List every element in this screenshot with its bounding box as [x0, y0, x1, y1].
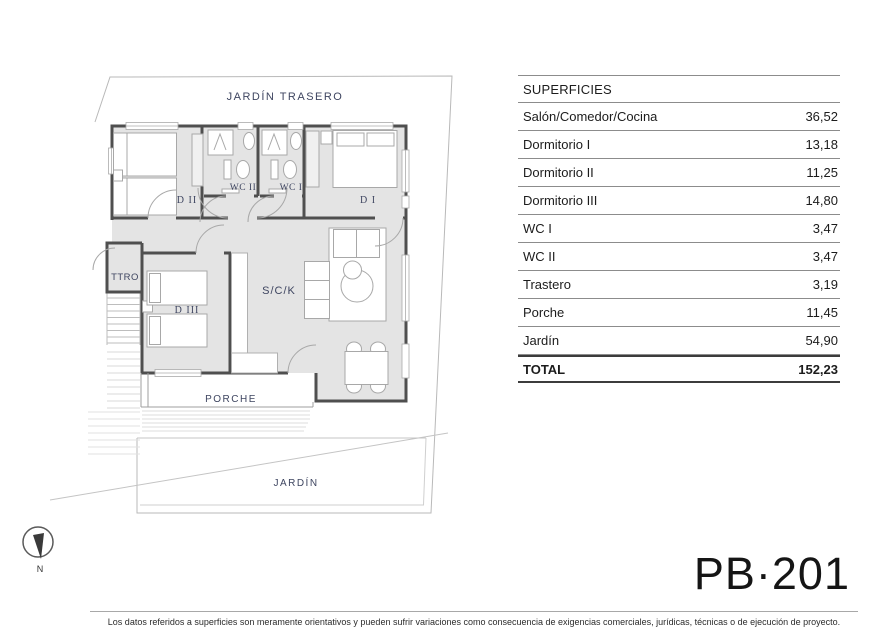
table-row: [518, 131, 840, 159]
compass-n-label: N: [36, 564, 44, 574]
table-row-label: Trastero: [523, 277, 571, 292]
table-row: [518, 159, 840, 187]
table-row-label: WC I: [523, 221, 552, 236]
table-row-value: 14,80: [805, 193, 838, 208]
table-row-value: 13,18: [805, 137, 838, 152]
table-row: [518, 215, 840, 243]
table-row-label: Salón/Comedor/Cocina: [523, 109, 658, 124]
table-row: [518, 327, 840, 355]
table-row-value: 11,25: [806, 165, 838, 180]
stairs-left: [107, 292, 140, 408]
table-row-label: Dormitorio II: [523, 165, 594, 180]
table-row-value: 3,19: [812, 277, 838, 292]
garden-back-label: JARDÍN TRASERO: [226, 91, 344, 103]
table-row-label: Dormitorio III: [523, 193, 598, 208]
bedroom1-label: D I: [359, 195, 377, 206]
table-row-label: Jardín: [523, 333, 560, 348]
table-row-label: Porche: [523, 305, 565, 320]
table-row: [518, 271, 840, 299]
lower-left-steps: [88, 412, 140, 454]
table-row: [518, 243, 840, 271]
table-row-value: 3,47: [812, 221, 838, 236]
table-row-value: 36,52: [805, 109, 838, 124]
plan-code: PB·201: [693, 548, 850, 599]
surfaces-table-header: [518, 75, 840, 103]
footer-disclaimer: Los datos referidos a superficies son meramente orientativos y pueden sufrir variaciones como consecuencia de exigencias comerciales, jurídicas, técnicas o de ejecución de proyecto.: [90, 611, 858, 627]
porch-hatch: [142, 411, 310, 431]
table-row: [518, 299, 840, 327]
north-needle-icon: [33, 533, 44, 559]
bedroom3-label: D III: [174, 305, 200, 316]
surfaces-table-body: [518, 103, 840, 383]
table-row: [518, 103, 840, 131]
table-row-label: WC II: [523, 249, 556, 264]
wc2-label: WC II: [229, 183, 257, 193]
surfaces-table: [518, 75, 840, 383]
table-row-label: Dormitorio I: [523, 137, 591, 152]
table-row: [518, 187, 840, 215]
storage-label: TTRO: [111, 272, 139, 283]
table-row-value: 3,47: [812, 249, 838, 264]
table-row-value: 54,90: [805, 333, 838, 348]
wc1-label: WC I: [279, 183, 303, 193]
garden-label: JARDÍN: [273, 478, 319, 489]
living-label: S/C/K: [262, 285, 296, 297]
porch-label: PORCHE: [205, 394, 257, 405]
compass: [23, 527, 53, 574]
table-total-label: TOTAL: [523, 361, 566, 377]
bedroom2-label: D II: [176, 195, 198, 206]
table-total-value: 152,23: [798, 361, 838, 377]
table-row-value: 11,45: [806, 305, 838, 320]
surfaces-table-title: SUPERFICIES: [523, 81, 612, 97]
table-total-row: [518, 355, 840, 383]
